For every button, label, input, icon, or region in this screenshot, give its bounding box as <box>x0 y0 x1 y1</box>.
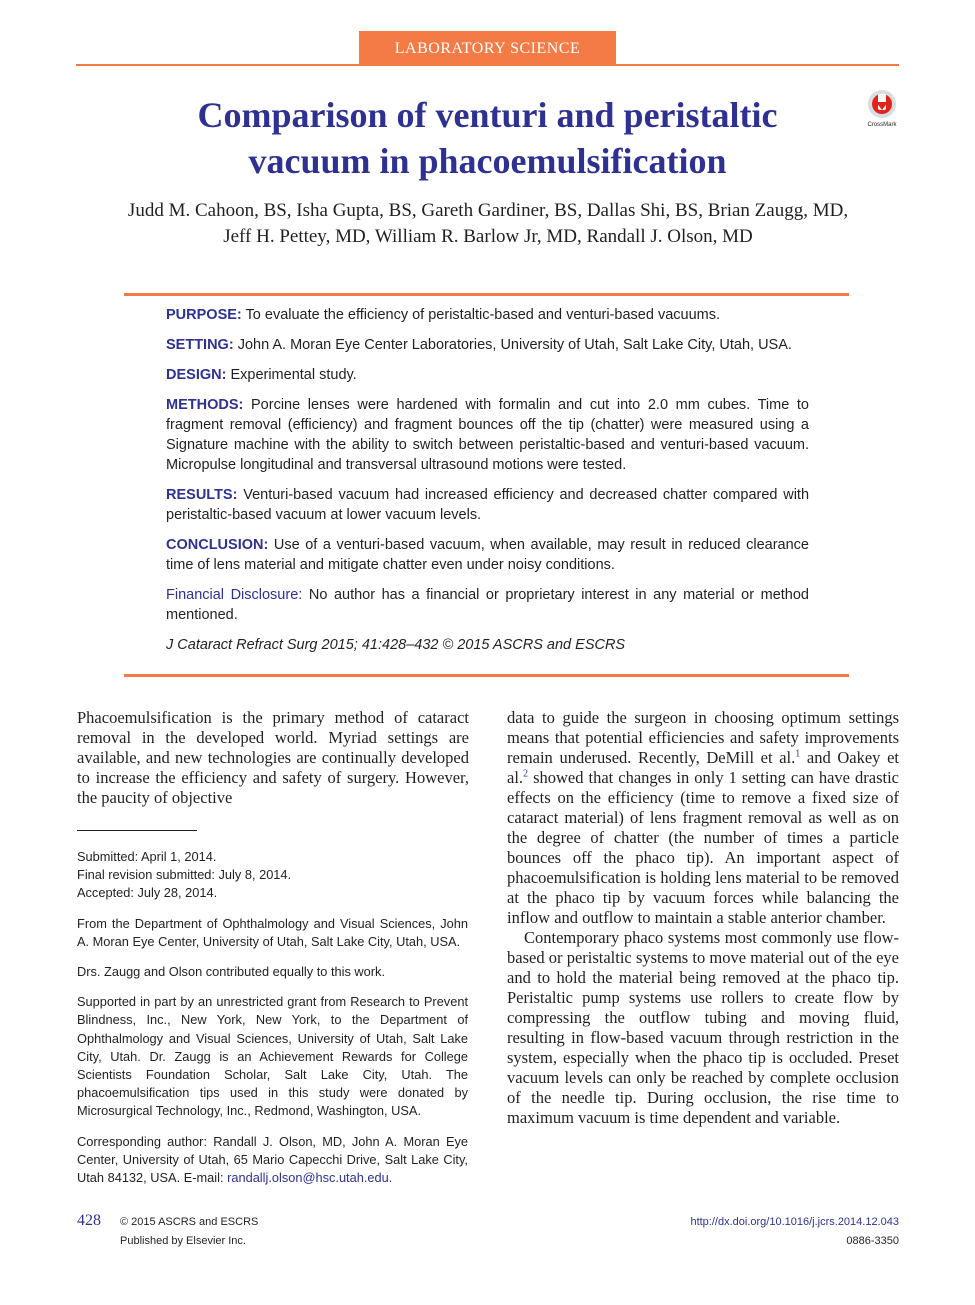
body-column-left <box>77 708 469 808</box>
article-dates <box>77 848 468 903</box>
issn: 0886-3350 <box>846 1235 899 1247</box>
methods-text: Porcine lenses were hardened with formalin and cut into 2.0 mm cubes. Time to fragment removal (efficiency) and fragment bounces off the tip (chatter) were measured using a Signature machine with the ability to switch between peristaltic-based and venturi-based vacuum. Micropulse longitudinal and transversal ultrasound motions were tested. <box>166 397 809 473</box>
authors-line-1: Judd M. Cahoon, BS, Isha Gupta, BS, Gareth Gardiner, BS, Dallas Shi, BS, Brian Zaugg, MD, <box>127 200 849 221</box>
p1-part-a: data to guide the surgeon in choosing optimum settings means that potential efficiencies and safety improvements remain underused. Recently, DeMill et al. <box>507 708 899 767</box>
section-label: LABORATORY SCIENCE <box>359 31 616 66</box>
setting-label: SETTING: <box>166 337 234 353</box>
intro-paragraph: Phacoemulsification is the primary method of cataract removal in the developed world. Myriad settings are available, and new technologies are continually developed to increase the efficiency and safety of surgery. However, the paucity of objective <box>77 708 469 807</box>
abstract-methods <box>166 395 809 475</box>
results-text: Venturi-based vacuum had increased efficiency and decreased chatter compared with peristaltic-based vacuum at lower vacuum levels. <box>166 487 810 523</box>
footer-publisher: Published by Elsevier Inc. <box>120 1235 246 1247</box>
body-paragraph-2: Contemporary phaco systems most commonly use flow-based or peristaltic systems to move material out of the eye and to hold the material being removed at the phaco tip. Peristaltic pump systems use rollers to create flow by compressing the outflow tubing and moving fluid, resulting in flow-based vacuum through restriction in the system, especially when the phaco tip is occluded. Preset vacuum levels can only be reached by complete occlusion of the needle tip. During occlusion, the rise time to maximum vacuum is time dependent and variable. <box>507 928 899 1127</box>
footer-copyright: © 2015 ASCRS and ESCRS <box>120 1216 259 1228</box>
crossmark-label: CrossMark <box>867 122 897 128</box>
purpose-label: PURPOSE: <box>166 307 242 323</box>
abstract-purpose <box>166 305 809 325</box>
affiliation: From the Department of Ophthalmology and Visual Sciences, John A. Moran Eye Center, University of Utah, Salt Lake City, Utah, USA. <box>77 915 468 949</box>
disclosure-label: Financial Disclosure: <box>166 587 303 603</box>
setting-text: John A. Moran Eye Center Laboratories, University of Utah, Salt Lake City, Utah, USA. <box>237 337 792 353</box>
conclusion-text: Use of a venturi-based vacuum, when available, may result in reduced clearance time of lens material and mitigate chatter even under noisy conditions. <box>166 537 809 573</box>
email-link[interactable]: randallj.olson@hsc.utah.edu. <box>227 1170 393 1186</box>
accepted-date: Accepted: July 28, 2014. <box>77 885 218 901</box>
title-line-1: Comparison of venturi and peristaltic <box>197 95 778 135</box>
results-label: RESULTS: <box>166 487 238 503</box>
contribution-note: Drs. Zaugg and Olson contributed equally to this work. <box>77 964 385 980</box>
header-rule <box>76 64 899 66</box>
article-title <box>130 92 845 184</box>
p1-part-b: and Oakey et al. <box>507 748 899 787</box>
crossmark-icon[interactable] <box>862 88 902 128</box>
purpose-text: To evaluate the efficiency of peristaltic-based and venturi-based vacuums. <box>245 307 721 323</box>
submitted-date: Submitted: April 1, 2014. <box>77 849 217 864</box>
doi-link[interactable]: http://dx.doi.org/10.1016/j.jcrs.2014.12.043 <box>690 1216 899 1228</box>
conclusion-label: CONCLUSION: <box>166 537 269 553</box>
body-column-right <box>507 708 899 1128</box>
corresponding-text: Corresponding author: Randall J. Olson, MD, John A. Moran Eye Center, University of Utah, 65 Mario Capecchi Drive, Salt Lake City, Utah 84132, USA. E-mail: <box>77 1133 468 1186</box>
corresponding-author <box>77 1133 468 1188</box>
author-list <box>100 198 876 250</box>
page-number: 428 <box>77 1212 101 1229</box>
abstract-design <box>166 365 809 385</box>
title-line-2: vacuum in phacoemulsification <box>248 141 727 181</box>
body-paragraph-1 <box>507 708 899 928</box>
disclosure-text: No author has a financial or proprietary interest in any material or method mentioned. <box>166 587 809 623</box>
abstract <box>166 305 809 665</box>
design-label: DESIGN: <box>166 367 227 383</box>
methods-label: METHODS: <box>166 397 244 413</box>
p1-part-c: showed that changes in only 1 setting can have drastic effects on the efficiency (time to remove a fixed size of cataract material) of lens fragment removal as well as on the degree of chatter (the number of times a particle bounces off the phaco tip). An important aspect of phacoemulsification is holding lens material to be removed at the phaco tip by vacuum forces while balancing the inflow and outflow to maintain a stable anterior chamber. <box>507 768 899 927</box>
revised-date: Final revision submitted: July 8, 2014. <box>77 867 292 883</box>
abstract-disclosure <box>166 585 809 625</box>
footnotes <box>77 848 468 1199</box>
abstract-results <box>166 485 809 525</box>
abstract-top-rule <box>124 293 849 296</box>
reference-1-link[interactable]: 1 <box>795 748 801 760</box>
footnote-rule <box>77 830 197 831</box>
citation: J Cataract Refract Surg 2015; 41:428–432 © 2015 ASCRS and ESCRS <box>166 637 626 653</box>
abstract-bottom-rule <box>124 674 849 677</box>
authors-line-2: Jeff H. Pettey, MD, William R. Barlow Jr, MD, Randall J. Olson, MD <box>223 226 753 247</box>
support-note: Supported in part by an unrestricted grant from Research to Prevent Blindness, Inc., New York, New York, to the Department of Ophthalmology and Visual Sciences, University of Utah, Salt Lake City, Utah. Dr. Zaugg is an Achievement Rewards for College Scientists Foundation Scholar, Salt Lake City, Utah. The phacoemulsification tips used in this study were donated by Microsurgical Technology, Inc., Redmond, Washington, USA. <box>77 994 468 1119</box>
reference-2-link[interactable]: 2 <box>523 768 529 780</box>
abstract-setting <box>166 335 809 355</box>
design-text: Experimental study. <box>230 367 357 383</box>
abstract-conclusion <box>166 535 809 575</box>
